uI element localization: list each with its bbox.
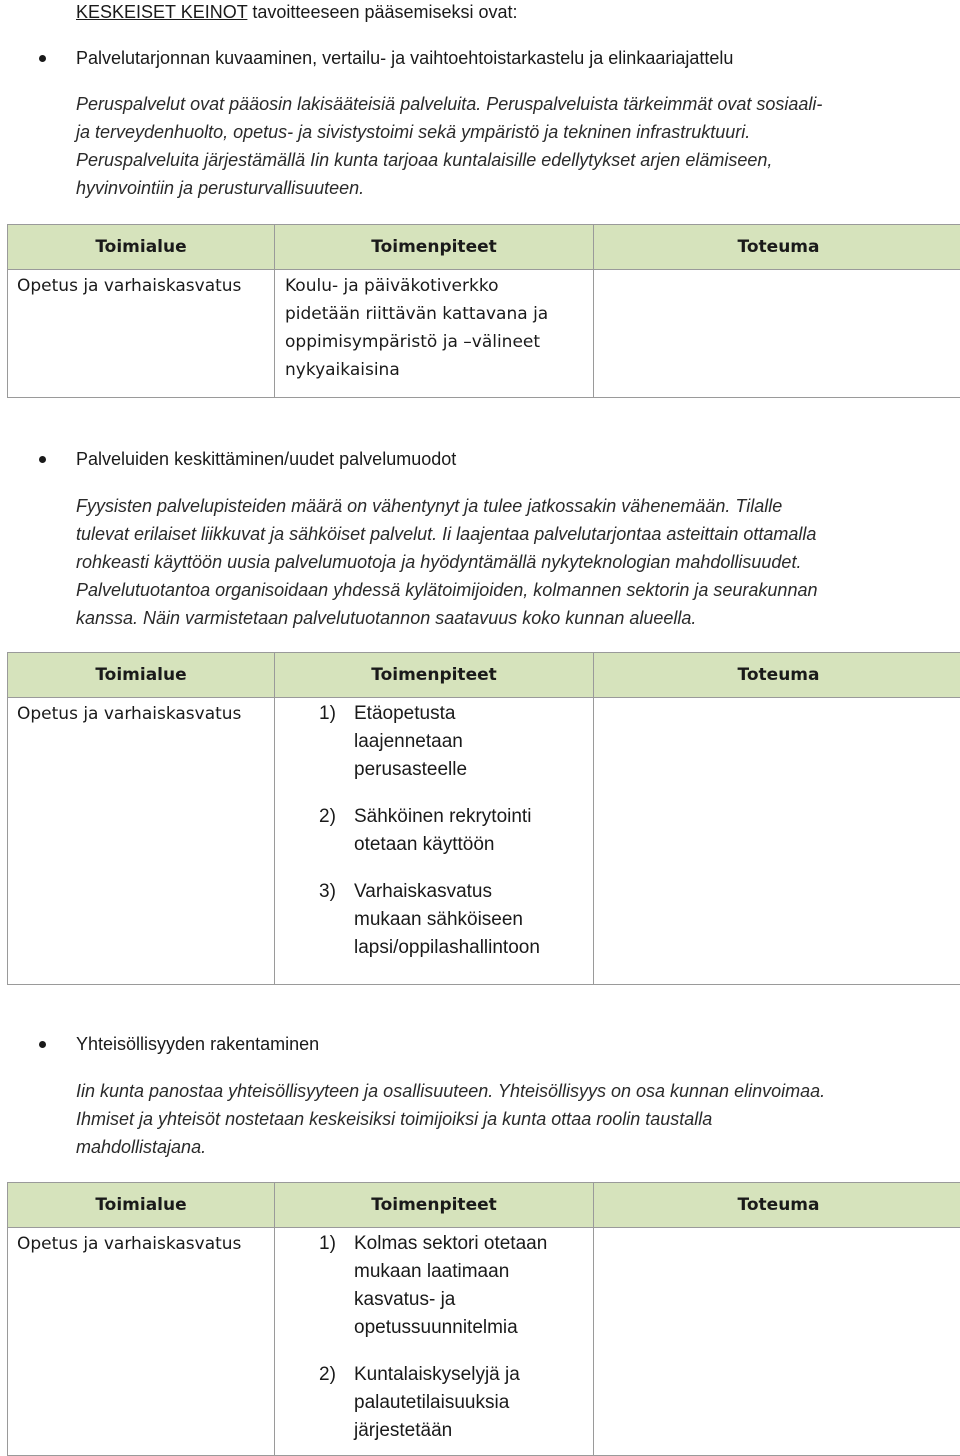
item-line: laajennetaan xyxy=(354,728,593,756)
cell-actions xyxy=(275,698,594,985)
paragraph-line: kanssa. Näin varmistetaan palvelutuotannon saatavuus koko kunnan alueella. xyxy=(76,604,960,632)
section-1-paragraph xyxy=(76,90,960,202)
bullet-text: Palveluiden keskittäminen/uudet palvelumuodot xyxy=(76,447,456,471)
item-line: Sähköinen rekrytointi xyxy=(354,803,593,831)
cell-result xyxy=(594,1228,960,1456)
measures-table-2 xyxy=(7,652,960,985)
bullet-icon xyxy=(39,55,46,62)
list-item xyxy=(275,803,593,859)
table-header-row xyxy=(8,225,960,270)
paragraph-line: Palvelutuotantoa organisoidaan yhdessä kylätoimijoiden, kolmannen sektorin ja seurakunnan xyxy=(76,576,960,604)
list-item xyxy=(275,1361,593,1445)
section-3-paragraph xyxy=(76,1077,960,1161)
item-line: mukaan sähköiseen xyxy=(354,906,593,934)
item-line: järjestetään xyxy=(354,1417,593,1445)
item-line: Kuntalaiskyselyjä ja xyxy=(354,1361,593,1389)
table-header-row xyxy=(8,653,960,698)
header-toimialue: Toimialue xyxy=(8,225,275,270)
paragraph-line: Peruspalvelut ovat pääosin lakisääteisiä palveluita. Peruspalveluista tärkeimmät ovat sosiaali- xyxy=(76,90,960,118)
header-toteuma: Toteuma xyxy=(594,653,960,698)
cell-actions xyxy=(275,270,594,398)
paragraph-line: Peruspalveluita järjestämällä Iin kunta tarjoaa kuntalaisille edellytykset arjen elämiseen, xyxy=(76,146,960,174)
actions-list xyxy=(275,1228,593,1455)
header-toimenpiteet: Toimenpiteet xyxy=(275,225,594,270)
list-number: 2) xyxy=(319,1361,336,1389)
header-toimialue: Toimialue xyxy=(8,1183,275,1228)
action-line: nykyaikaisina xyxy=(285,356,593,384)
page-heading xyxy=(76,0,518,24)
table-header-row xyxy=(8,1183,960,1228)
list-number: 2) xyxy=(319,803,336,831)
header-toimenpiteet: Toimenpiteet xyxy=(275,653,594,698)
item-line: mukaan laatimaan xyxy=(354,1258,593,1286)
paragraph-line: rohkeasti käyttöön uusia palvelumuotoja ja hyödyntämällä nykyteknologian mahdollisuudet. xyxy=(76,548,960,576)
table-row xyxy=(8,698,960,985)
item-line: Etäopetusta xyxy=(354,700,593,728)
list-item xyxy=(275,700,593,784)
paragraph-line: hyvinvointiin ja perusturvallisuuteen. xyxy=(76,174,960,202)
actions-list xyxy=(275,698,593,972)
header-toteuma: Toteuma xyxy=(594,1183,960,1228)
header-toimialue: Toimialue xyxy=(8,653,275,698)
cell-result xyxy=(594,270,960,398)
action-line: oppimisympäristö ja –välineet xyxy=(285,328,593,356)
paragraph-line: Iin kunta panostaa yhteisöllisyyteen ja osallisuuteen. Yhteisöllisyys on osa kunnan elinvoimaa. xyxy=(76,1077,960,1105)
cell-actions xyxy=(275,1228,594,1456)
item-line: Kolmas sektori otetaan xyxy=(354,1230,593,1258)
action-line: pidetään riittävän kattavana ja xyxy=(285,300,593,328)
bullet-text: Yhteisöllisyyden rakentaminen xyxy=(76,1032,319,1056)
paragraph-line: mahdollistajana. xyxy=(76,1133,960,1161)
item-line: otetaan käyttöön xyxy=(354,831,593,859)
bullet-icon xyxy=(39,456,46,463)
list-number: 1) xyxy=(319,1230,336,1258)
header-toteuma: Toteuma xyxy=(594,225,960,270)
list-item xyxy=(275,878,593,962)
list-number: 1) xyxy=(319,700,336,728)
heading-rest: tavoitteeseen pääsemiseksi ovat: xyxy=(247,2,517,22)
paragraph-line: tulevat erilaiset liikkuvat ja sähköiset palvelut. Ii laajentaa palvelutarjontaa asteittain ottamalla xyxy=(76,520,960,548)
list-number: 3) xyxy=(319,878,336,906)
list-item xyxy=(275,1230,593,1342)
table-row xyxy=(8,1228,960,1456)
item-line: Varhaiskasvatus xyxy=(354,878,593,906)
bullet-text: Palvelutarjonnan kuvaaminen, vertailu- ja vaihtoehtoistarkastelu ja elinkaariajattelu xyxy=(76,46,733,70)
item-line: kasvatus- ja xyxy=(354,1286,593,1314)
header-toimenpiteet: Toimenpiteet xyxy=(275,1183,594,1228)
table-row xyxy=(8,270,960,398)
item-line: palautetilaisuuksia xyxy=(354,1389,593,1417)
measures-table-3 xyxy=(7,1182,960,1456)
paragraph-line: ja terveydenhuolto, opetus- ja sivistystoimi sekä ympäristö ja tekninen infrastruktuuri. xyxy=(76,118,960,146)
paragraph-line: Ihmiset ja yhteisöt nostetaan keskeisiksi toimijoiksi ja kunta ottaa roolin taustalla xyxy=(76,1105,960,1133)
cell-result xyxy=(594,698,960,985)
action-line: Koulu- ja päiväkotiverkko xyxy=(285,272,593,300)
cell-area: Opetus ja varhaiskasvatus xyxy=(8,698,275,985)
measures-table-1 xyxy=(7,224,960,398)
section-2-paragraph xyxy=(76,492,960,632)
cell-area: Opetus ja varhaiskasvatus xyxy=(8,1228,275,1456)
item-line: opetussuunnitelmia xyxy=(354,1314,593,1342)
item-line: perusasteelle xyxy=(354,756,593,784)
paragraph-line: Fyysisten palvelupisteiden määrä on vähentynyt ja tulee jatkossakin vähenemään. Tilalle xyxy=(76,492,960,520)
heading-underlined: KESKEISET KEINOT xyxy=(76,2,247,22)
item-line: lapsi/oppilashallintoon xyxy=(354,934,593,962)
cell-area: Opetus ja varhaiskasvatus xyxy=(8,270,275,398)
bullet-icon xyxy=(39,1041,46,1048)
